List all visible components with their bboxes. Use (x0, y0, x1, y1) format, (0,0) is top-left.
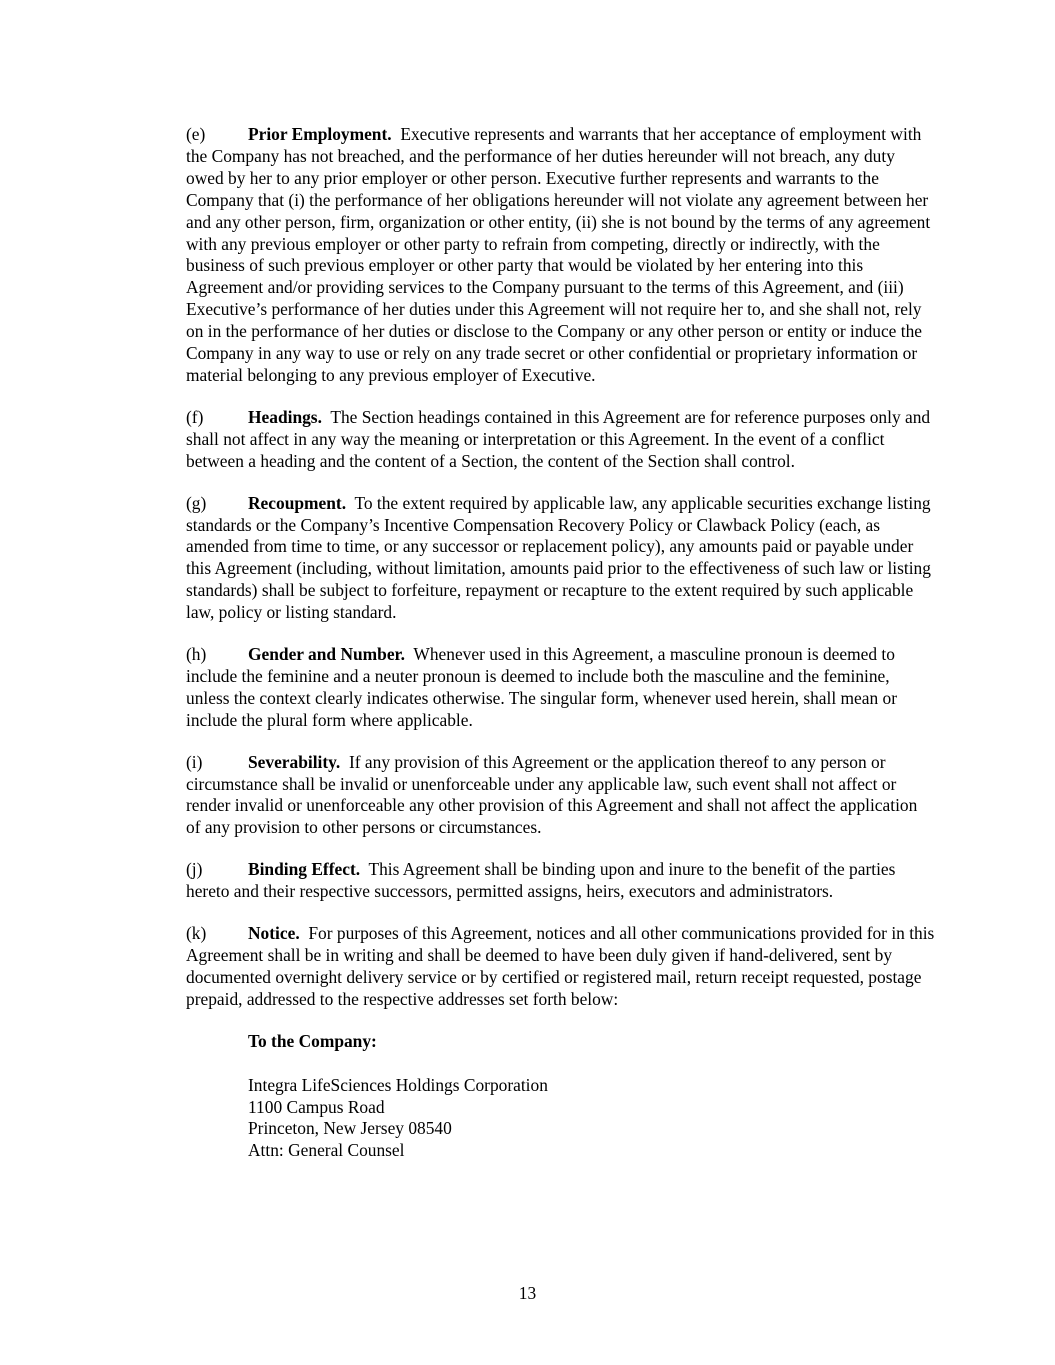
section-heading: Notice. (248, 923, 300, 944)
address-line-city-state-zip: Princeton, New Jersey 08540 (248, 1118, 452, 1139)
section-e-prior-employment (186, 124, 936, 387)
section-i-severability (186, 752, 936, 840)
section-body: If any provision of this Agreement or the application thereof to any person or circumstance shall be invalid or unenforceable under any applicable law, such event shall not affect or render invalid or unenforceable any other provision of this Agreement and shall not affect the application of any provision to other persons or circumstances. (186, 751, 918, 838)
section-body: This Agreement shall be binding upon and inure to the benefit of the parties hereto and their respective successors, permitted assigns, heirs, executors and administrators. (186, 859, 896, 902)
section-label: (e) (186, 124, 206, 144)
company-notice-title: To the Company: (248, 1030, 377, 1051)
section-g-recoupment (186, 493, 936, 624)
section-heading: Gender and Number. (248, 644, 406, 665)
company-address-block (248, 1031, 936, 1163)
address-line-street: 1100 Campus Road (248, 1096, 385, 1117)
address-line-attention: Attn: General Counsel (248, 1140, 405, 1161)
section-heading: Headings. (248, 406, 322, 427)
section-label: (h) (186, 644, 207, 665)
section-body: Whenever used in this Agreement, a masculine pronoun is deemed to include the feminine and a neuter pronoun is deemed to include both the masculine and the feminine, unless the context clearly indicates otherwise. The singular form, whenever used herein, shall mean or include the plural form where applicable. (186, 644, 898, 730)
section-f-headings (186, 407, 936, 473)
section-j-binding-effect (186, 859, 936, 903)
section-label: (f) (186, 406, 204, 427)
section-heading: Recoupment. (248, 492, 347, 513)
section-body: The Section headings contained in this Agreement are for reference purposes only and shall not affect in any way the meaning or interpretation or this Agreement. In the event of a conflict between a heading and the content of a Section, the content of the Section shall control. (186, 406, 931, 471)
section-label: (i) (186, 751, 203, 772)
page-number: 13 (518, 1283, 537, 1303)
section-label: (g) (186, 492, 207, 513)
section-body: Executive represents and warrants that her acceptance of employment with the Company has not breached, and the performance of her duties hereunder will not breach, any duty owed by her to any prior employer or other person. Executive further represents and warrants to the Company that (i) the performance of her obligations hereunder will not violate any agreement between her and any other person, firm, organization or other entity, (ii) she is not bound by the terms of any agreement with any previous employer or other party to refrain from competing, directly or indirectly, with the business of such previous employer or other party that would be violated by her entering into this Agreement and/or providing services to the Company pursuant to the terms of this Agreement, and (iii) Executive’s performance of her duties under this Agreement will not require her to, and she shall not, rely on in the performance of her duties or disclose to the Company or any other person or entity or induce the Company in any way to use or rely on any trade secret or other confidential or proprietary information or material belonging to any previous employer of Executive. (186, 124, 931, 385)
section-heading: Prior Employment. (248, 124, 392, 144)
document-body (186, 124, 936, 1162)
section-body: To the extent required by applicable law, any applicable securities exchange listing standards or the Company’s Incentive Compensation Recovery Policy or Clawback Policy (each, as amended from time to time, or any successor or replacement policy), any amounts paid or payable under this Agreement (including, without limitation, amounts paid prior to the effectiveness of such law or listing standards) shall be subject to forfeiture, repayment or recapture to the extent required by such applicable law, policy or listing standard. (186, 492, 931, 623)
section-heading: Severability. (248, 751, 341, 772)
section-body: For purposes of this Agreement, notices and all other communications provided for in this Agreement shall be in writing and shall be deemed to have been duly given if hand-delivered, sent by documented overnight delivery service or by certified or registered mail, return receipt requested, postage prepaid, addressed to the respective addresses set forth below: (186, 923, 935, 1009)
section-label: (k) (186, 923, 207, 944)
address-line-company-name: Integra LifeSciences Holdings Corporation (248, 1074, 548, 1095)
section-heading: Binding Effect. (248, 859, 361, 880)
section-h-gender-and-number (186, 644, 936, 732)
section-k-notice (186, 923, 936, 1011)
section-label: (j) (186, 859, 203, 880)
